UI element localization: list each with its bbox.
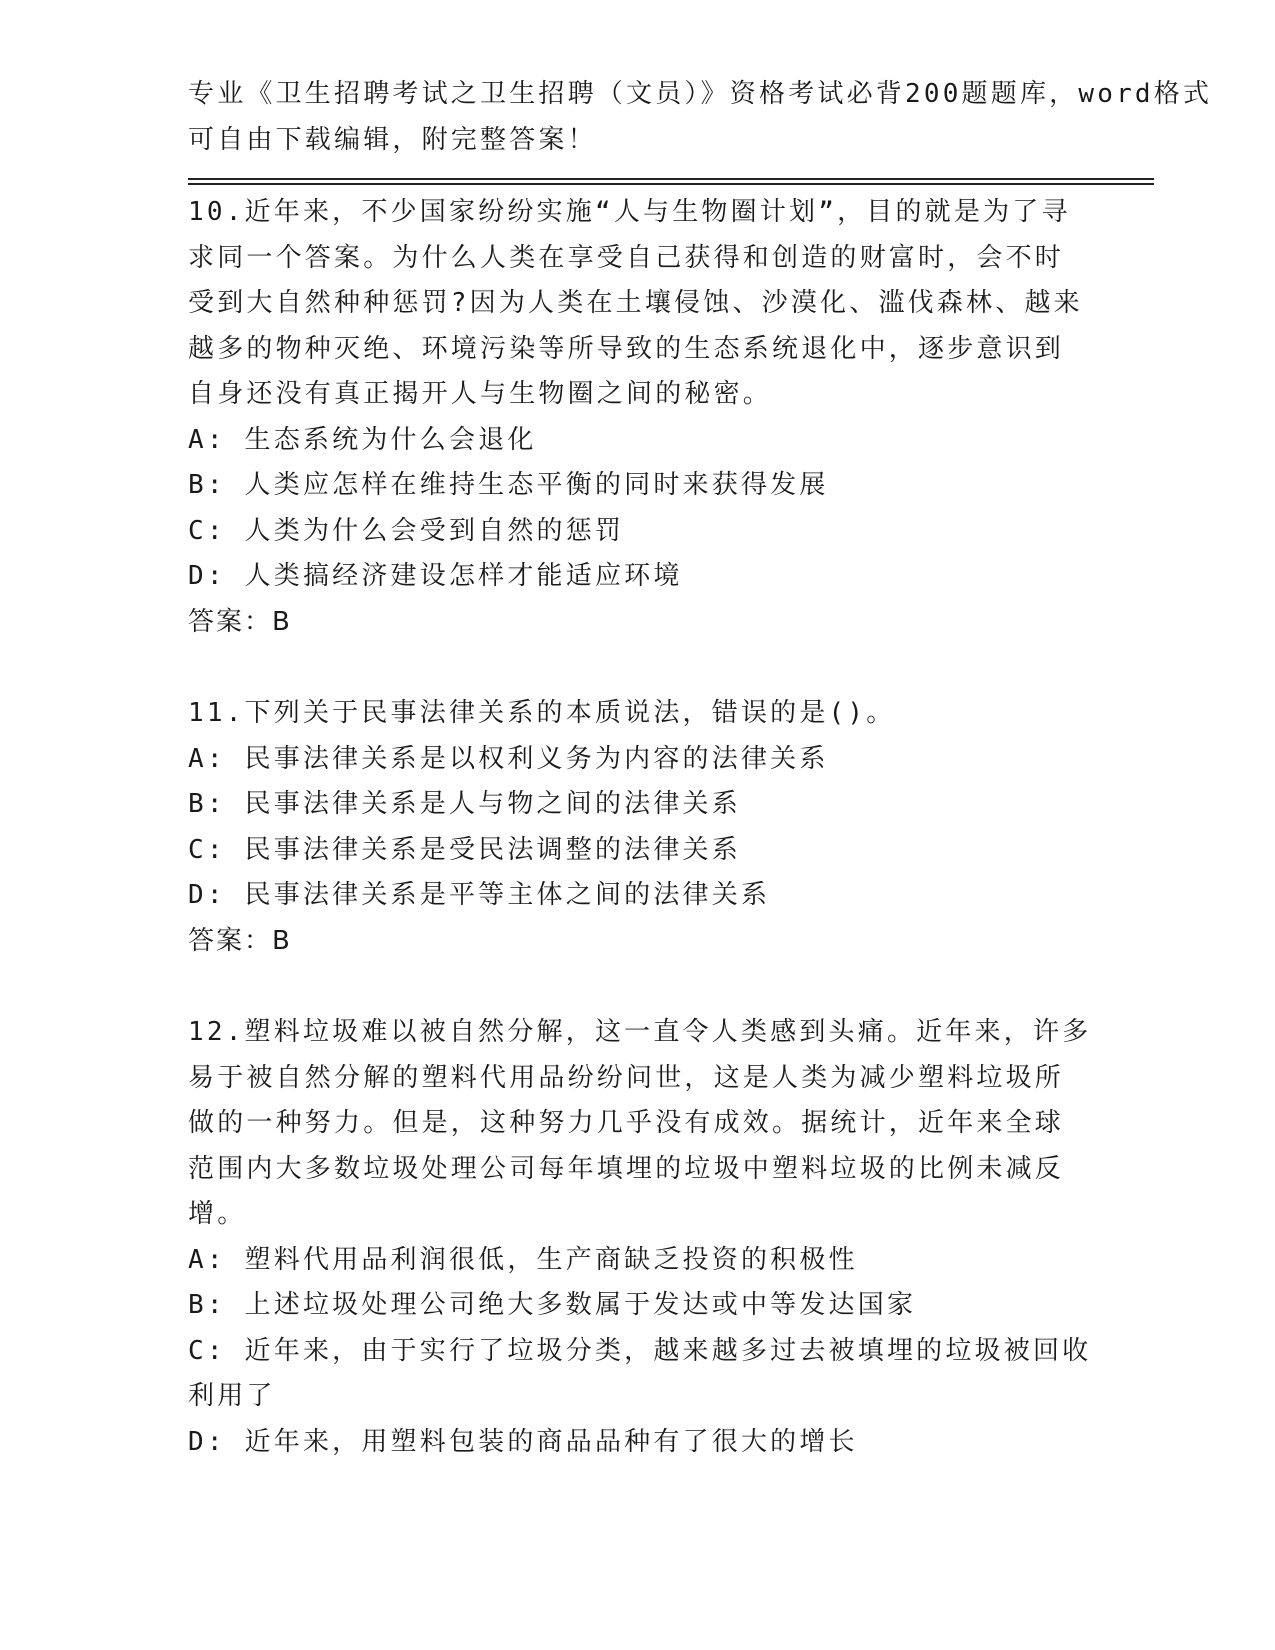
option-a: A: 民事法律关系是以权利义务为内容的法律关系 (188, 743, 829, 774)
document-header (188, 72, 1213, 163)
question-stem-line: 范围内大多数垃圾处理公司每年填埋的垃圾中塑料垃圾的比例未减反 (188, 1153, 1065, 1184)
question-stem-line: 做的一种努力。但是，这种努力几乎没有成效。据统计，近年来全球 (188, 1108, 1065, 1138)
question-stem-line: 11.下列关于民事法律关系的本质说法，错误的是()。 (188, 698, 896, 728)
question-stem-line: 越多的物种灭绝、环境污染等所导致的生态系统退化中，逐步意识到 (188, 333, 1065, 364)
spacer (188, 964, 1088, 1010)
answer-label: 答案：B (188, 606, 292, 637)
question-list (188, 190, 1092, 1465)
question-stem-line: 自身还没有真正揭开人与生物圈之间的秘密。 (188, 379, 773, 409)
option-c: C: 近年来，由于实行了垃圾分类，越来越多过去被填埋的垃圾被回收 (188, 1335, 1092, 1366)
question-11 (188, 691, 1088, 964)
option-d: D: 近年来，用塑料包装的商品品种有了很大的增长 (188, 1426, 858, 1457)
header-line-2: 可自由下载编辑，附完整答案！ (188, 124, 597, 155)
option-d: D: 民事法律关系是平等主体之间的法律关系 (188, 880, 771, 910)
answer-label: 答案：B (188, 925, 292, 956)
option-d: D: 人类搞经济建设怎样才能适应环境 (188, 561, 683, 591)
option-a: A: 塑料代用品利润很低，生产商缺乏投资的积极性 (188, 1244, 858, 1275)
question-stem-line: 易于被自然分解的塑料代用品纷纷问世，这是人类为减少塑料垃圾所 (188, 1062, 1065, 1093)
question-stem-line: 10.近年来，不少国家纷纷实施“人与生物圈计划”，目的就是为了寻 (188, 197, 1071, 227)
question-stem-line: 增。 (188, 1199, 247, 1229)
header-divider-top (188, 178, 1154, 180)
option-b: B: 人类应怎样在维持生态平衡的同时来获得发展 (188, 470, 829, 500)
question-stem-line: 12.塑料垃圾难以被自然分解，这一直令人类感到头痛。近年来，许多 (188, 1017, 1092, 1047)
header-line-1: 专业《卫生招聘考试之卫生招聘（文员）》资格考试必背200题题库，word格式 (188, 79, 1213, 109)
question-stem-line: 求同一个答案。为什么人类在享受自己获得和创造的财富时，会不时 (188, 242, 1065, 273)
option-c: C: 民事法律关系是受民法调整的法律关系 (188, 834, 741, 865)
question-stem-line: 受到大自然种种惩罚?因为人类在土壤侵蚀、沙漠化、滥伐森林、越来 (188, 288, 1083, 318)
option-a: A: 生态系统为什么会退化 (188, 424, 537, 455)
option-b: B: 民事法律关系是人与物之间的法律关系 (188, 789, 741, 819)
option-c-continued: 利用了 (188, 1381, 276, 1411)
header-divider-bottom (188, 183, 1154, 185)
spacer (188, 645, 1088, 691)
option-b: B: 上述垃圾处理公司绝大多数属于发达或中等发达国家 (188, 1290, 917, 1320)
option-c: C: 人类为什么会受到自然的惩罚 (188, 515, 625, 546)
question-10 (188, 190, 1088, 645)
question-12 (188, 1010, 1092, 1465)
